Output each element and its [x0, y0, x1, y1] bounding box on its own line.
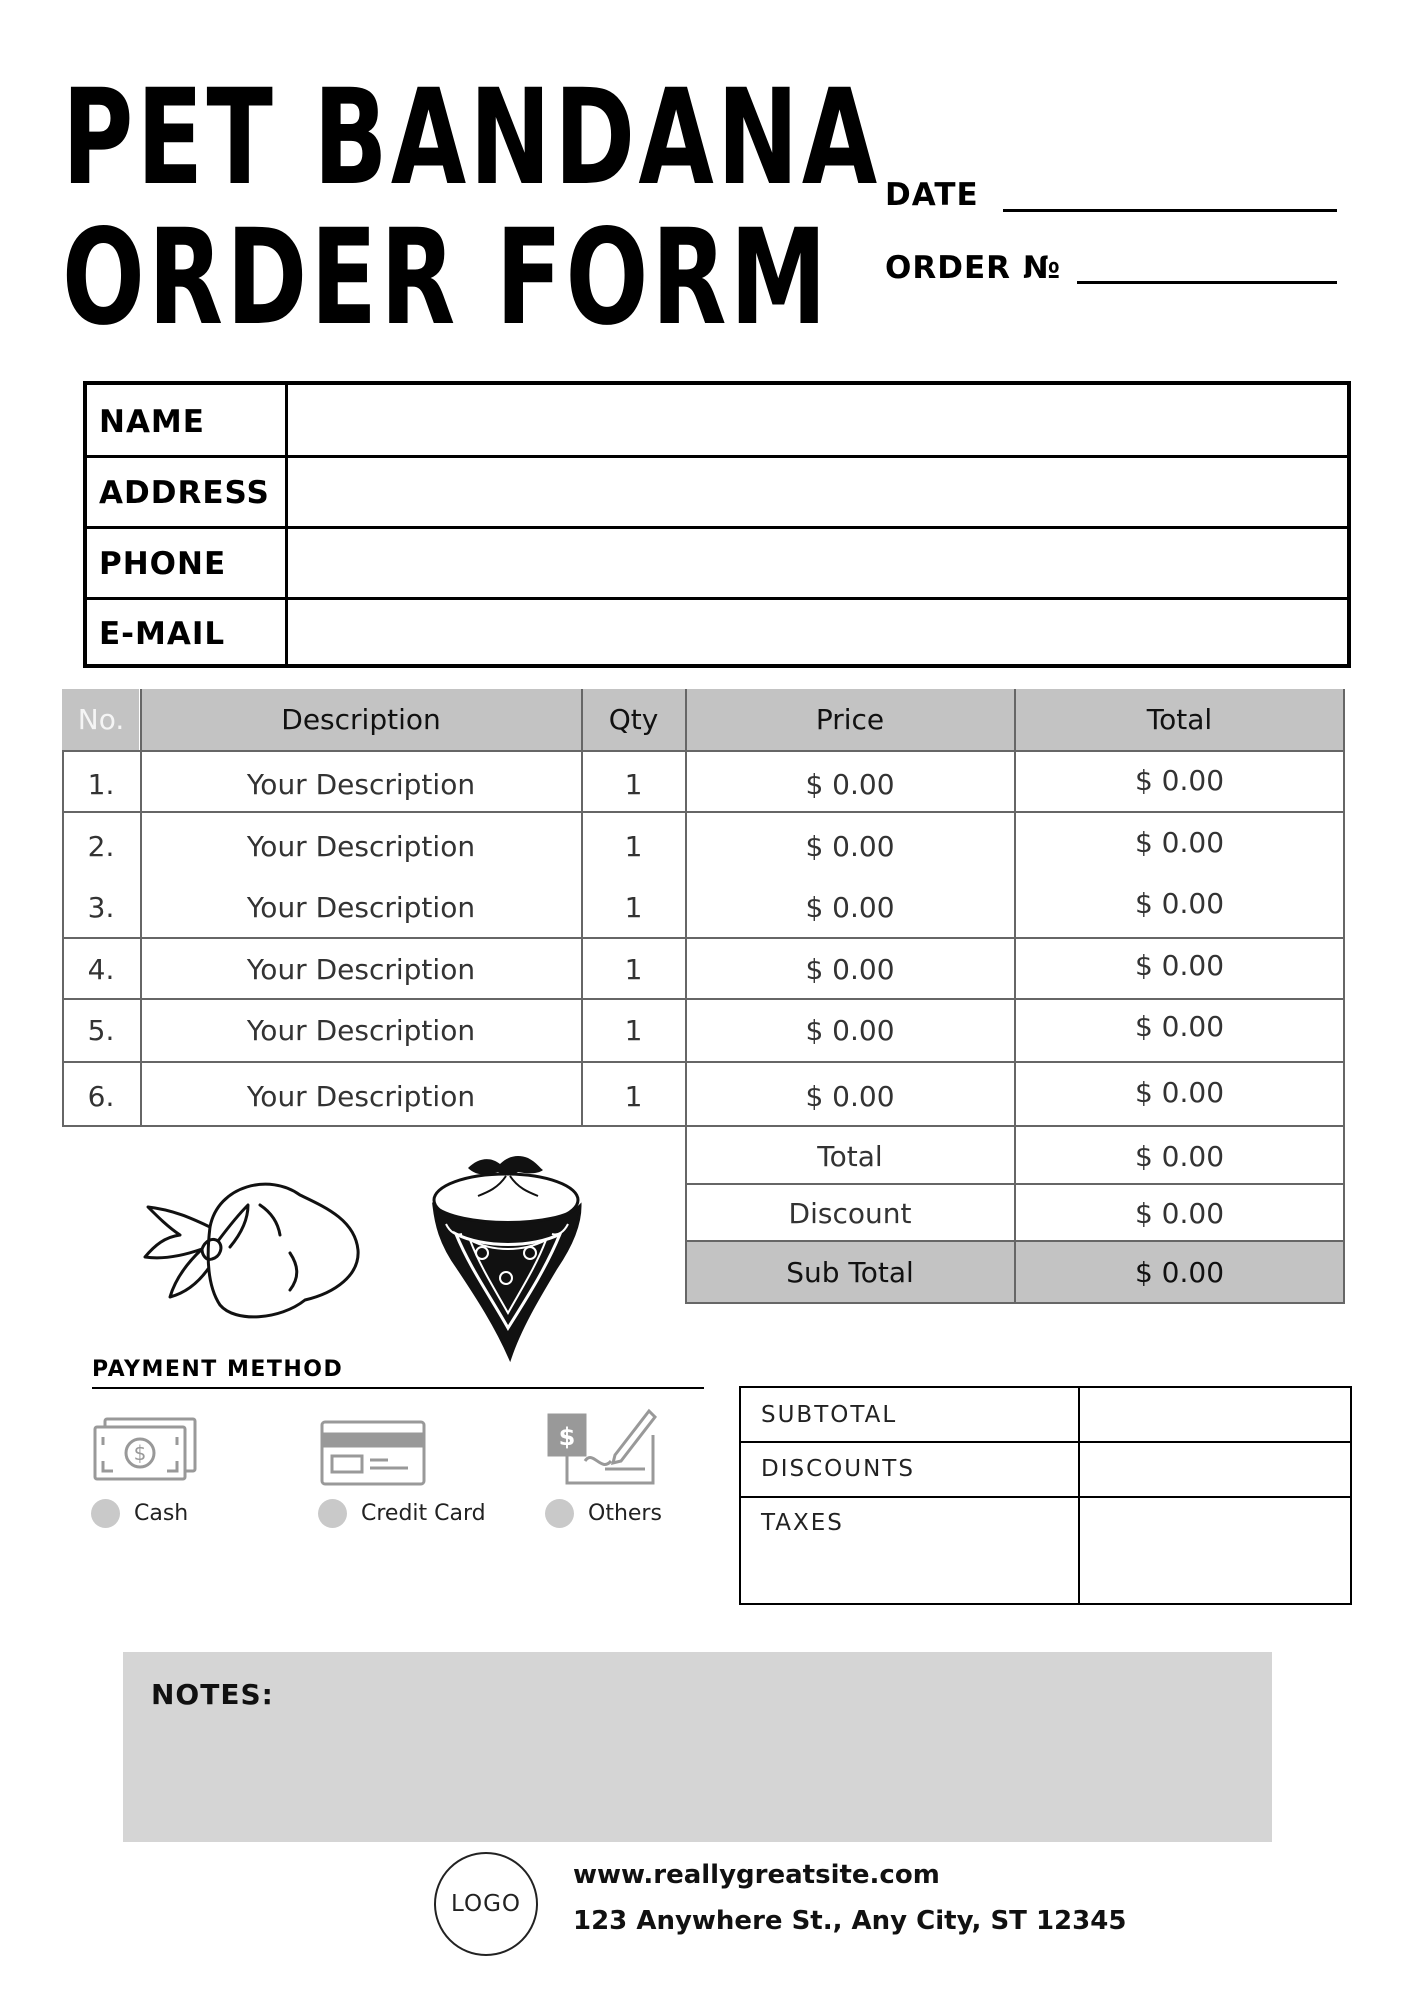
row-5-no: 5.: [87, 1014, 115, 1047]
footer-website[interactable]: www.reallygreatsite.com: [573, 1860, 940, 1890]
header-no: No.: [77, 703, 125, 736]
summary-subtotal-label: SUBTOTAL: [761, 1402, 898, 1428]
credit-card-radio[interactable]: [318, 1499, 347, 1528]
address-label: ADDRESS: [99, 475, 270, 511]
row-1-no: 1.: [87, 768, 115, 801]
cash-label: Cash: [134, 1501, 189, 1526]
row-3-total: $ 0.00: [1134, 887, 1225, 920]
header-description: Description: [281, 703, 441, 736]
row-2-price[interactable]: $ 0.00: [805, 830, 895, 863]
row-4-description[interactable]: Your Description: [246, 953, 476, 986]
total-value: $ 0.00: [1134, 1139, 1225, 1173]
row-6-total: $ 0.00: [1134, 1076, 1225, 1109]
tied-bag-icon: [140, 1165, 370, 1325]
row-1-total: $ 0.00: [1134, 764, 1225, 797]
summary-discounts-field[interactable]: [1081, 1443, 1350, 1496]
payment-method-title: PAYMENT METHOD: [92, 1357, 344, 1382]
notes-box[interactable]: [123, 1652, 1272, 1842]
row-2-description[interactable]: Your Description: [246, 830, 476, 863]
summary-subtotal-field[interactable]: [1081, 1388, 1350, 1441]
row-6-no: 6.: [87, 1080, 115, 1113]
header-total: Total: [1146, 703, 1213, 736]
credit-card-label: Credit Card: [361, 1501, 486, 1526]
cash-radio[interactable]: [91, 1499, 120, 1528]
check-icon: [545, 1405, 660, 1487]
page-title-line-2: ORDER FORM: [62, 201, 831, 355]
row-4-no: 4.: [87, 953, 115, 986]
page-title-line-1: PET BANDANA: [62, 61, 881, 215]
svg-text:$: $: [558, 1423, 576, 1451]
row-1-description[interactable]: Your Description: [246, 768, 476, 801]
svg-text:$: $: [133, 1441, 147, 1465]
cash-icon: [91, 1415, 201, 1485]
sub-total-value: $ 0.00: [1134, 1255, 1225, 1289]
row-1-price[interactable]: $ 0.00: [805, 768, 895, 801]
row-3-qty[interactable]: 1: [624, 891, 643, 924]
notes-field[interactable]: [151, 1722, 1244, 1822]
row-5-description[interactable]: Your Description: [246, 1014, 476, 1047]
payment-method-divider: [92, 1387, 704, 1389]
row-4-total: $ 0.00: [1134, 949, 1225, 982]
footer-address: 123 Anywhere St., Any City, ST 12345: [573, 1906, 1127, 1936]
row-3-price[interactable]: $ 0.00: [805, 891, 895, 924]
row-2-no: 2.: [87, 830, 115, 863]
header-price: Price: [815, 703, 885, 736]
summary-taxes-field[interactable]: [1081, 1498, 1350, 1603]
credit-card-icon: [318, 1418, 428, 1488]
total-label: Total: [817, 1139, 883, 1173]
email-label: E-MAIL: [99, 616, 226, 652]
row-5-qty[interactable]: 1: [624, 1014, 643, 1047]
row-6-price[interactable]: $ 0.00: [805, 1080, 895, 1113]
others-label: Others: [588, 1501, 662, 1526]
others-radio[interactable]: [545, 1499, 574, 1528]
name-label: NAME: [99, 403, 205, 440]
row-2-total: $ 0.00: [1134, 826, 1225, 859]
summary-taxes-label: TAXES: [761, 1510, 844, 1536]
row-5-total: $ 0.00: [1134, 1010, 1225, 1043]
row-3-no: 3.: [87, 891, 115, 924]
row-4-price[interactable]: $ 0.00: [805, 953, 895, 986]
phone-label: PHONE: [99, 546, 227, 582]
date-label: DATE: [885, 177, 979, 213]
sub-total-label: Sub Total: [786, 1255, 914, 1289]
pet-bandana-icon: [418, 1148, 593, 1363]
row-2-qty[interactable]: 1: [624, 830, 643, 863]
row-6-description[interactable]: Your Description: [246, 1080, 476, 1113]
discount-value: $ 0.00: [1134, 1196, 1225, 1230]
header-qty: Qty: [608, 703, 659, 736]
summary-discounts-label: DISCOUNTS: [761, 1456, 915, 1482]
row-5-price[interactable]: $ 0.00: [805, 1014, 895, 1047]
order-number-label: ORDER №: [885, 250, 1062, 286]
notes-label: NOTES:: [151, 1678, 274, 1711]
row-1-qty[interactable]: 1: [624, 768, 643, 801]
row-6-qty[interactable]: 1: [624, 1080, 643, 1113]
logo: LOGO: [434, 1852, 538, 1956]
discount-label: Discount: [788, 1196, 912, 1230]
summary-box: [739, 1386, 1352, 1605]
row-4-qty[interactable]: 1: [624, 953, 643, 986]
row-3-description[interactable]: Your Description: [246, 891, 476, 924]
